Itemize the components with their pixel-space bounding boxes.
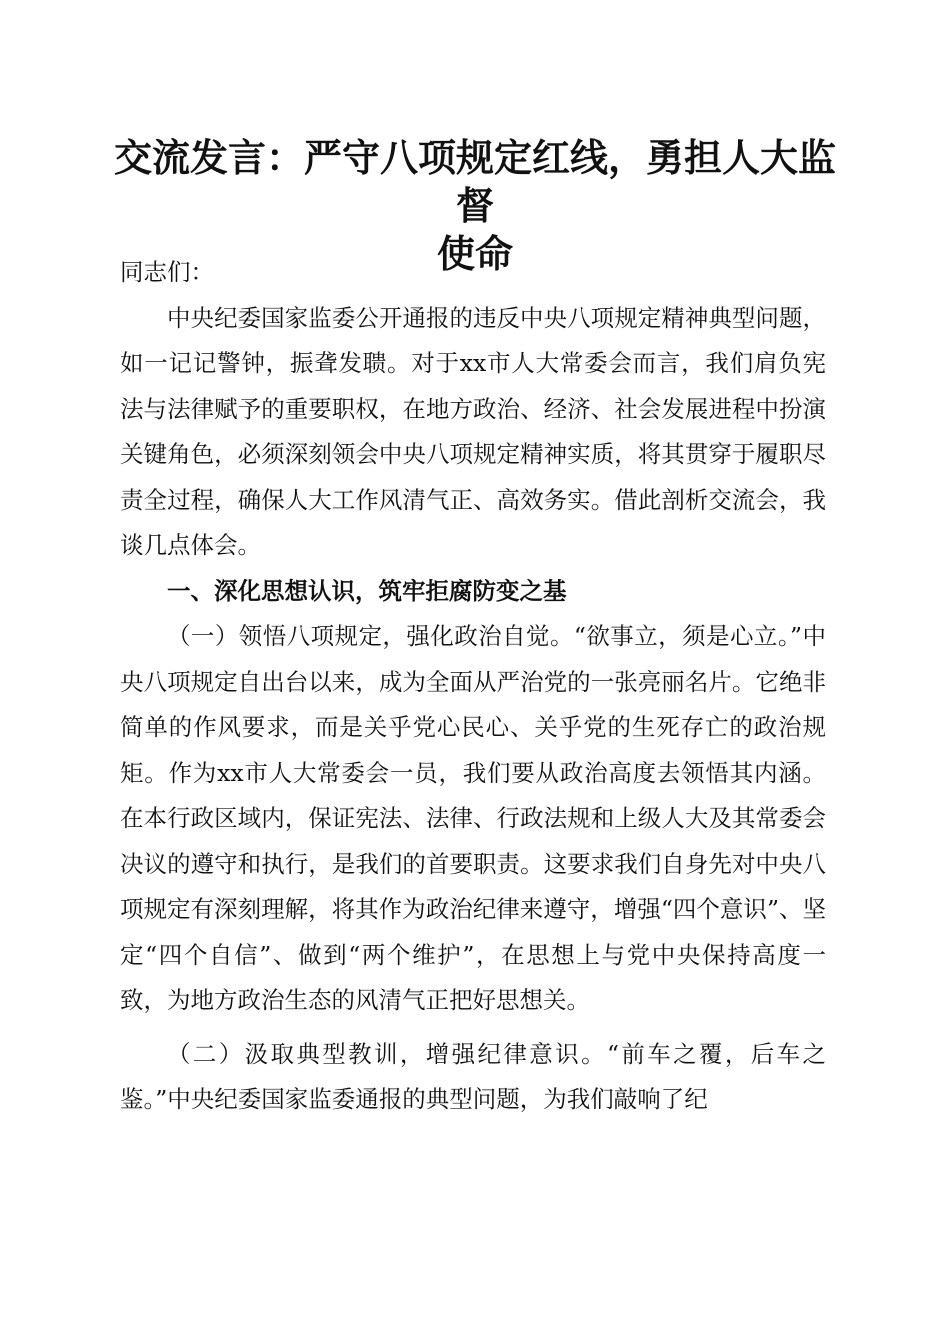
subsection-1: （一）领悟八项规定，强化政治自觉。“欲事立，须是心立。”中央八项规定自出台以来，成为全面从严治党的一张亮丽名片。它绝非简单的作风要求，而是关乎党心民心、关乎党的生死存亡的政治规矩。作为xx市人大常委会一员，我们要从政治高度去领悟其内涵。在本行政区域内，保证宪法、法律、行政法规和上级人大及其常委会决议的遵守和执行，是我们的首要职责。这要求我们自身先对中央八项规定有深刻理解，将其作为政治纪律来遵守，增强“四个意识”、坚定“四个自信”、做到“两个维护”，在思想上与党中央保持高度一致，为地方政治生态的风清气正把好思想关。 xyxy=(120,622,826,1014)
title-line-1: 交流发言：严守八项规定红线，勇担人大监督 xyxy=(113,135,836,228)
salutation: 同志们： xyxy=(120,258,214,286)
paragraph-intro: 中央纪委国家监委公开通报的违反中央八项规定精神典型问题，如一记记警钟，振聋发聩。对于xx市人大常委会而言，我们肩负宪法与法律赋予的重要职权，在地方政治、经济、社会发展进程中扮演关键角色，必须深刻领会中央八项规定精神实质，将其贯穿于履职尽责全过程，确保人大工作风清气正、高效务实。借此剖析交流会，我谈几点体会。 xyxy=(120,303,826,559)
document-body xyxy=(120,250,826,1123)
title-line-2: 使命 xyxy=(436,231,513,276)
subsection-2: （二）汲取典型教训，增强纪律意识。“前车之覆，后车之鉴。”中央纪委国家监委通报的典型问题，为我们敲响了纪 xyxy=(120,1039,826,1113)
section-heading-1: 一、深化思想认识，筑牢拒腐防变之基 xyxy=(167,576,567,605)
